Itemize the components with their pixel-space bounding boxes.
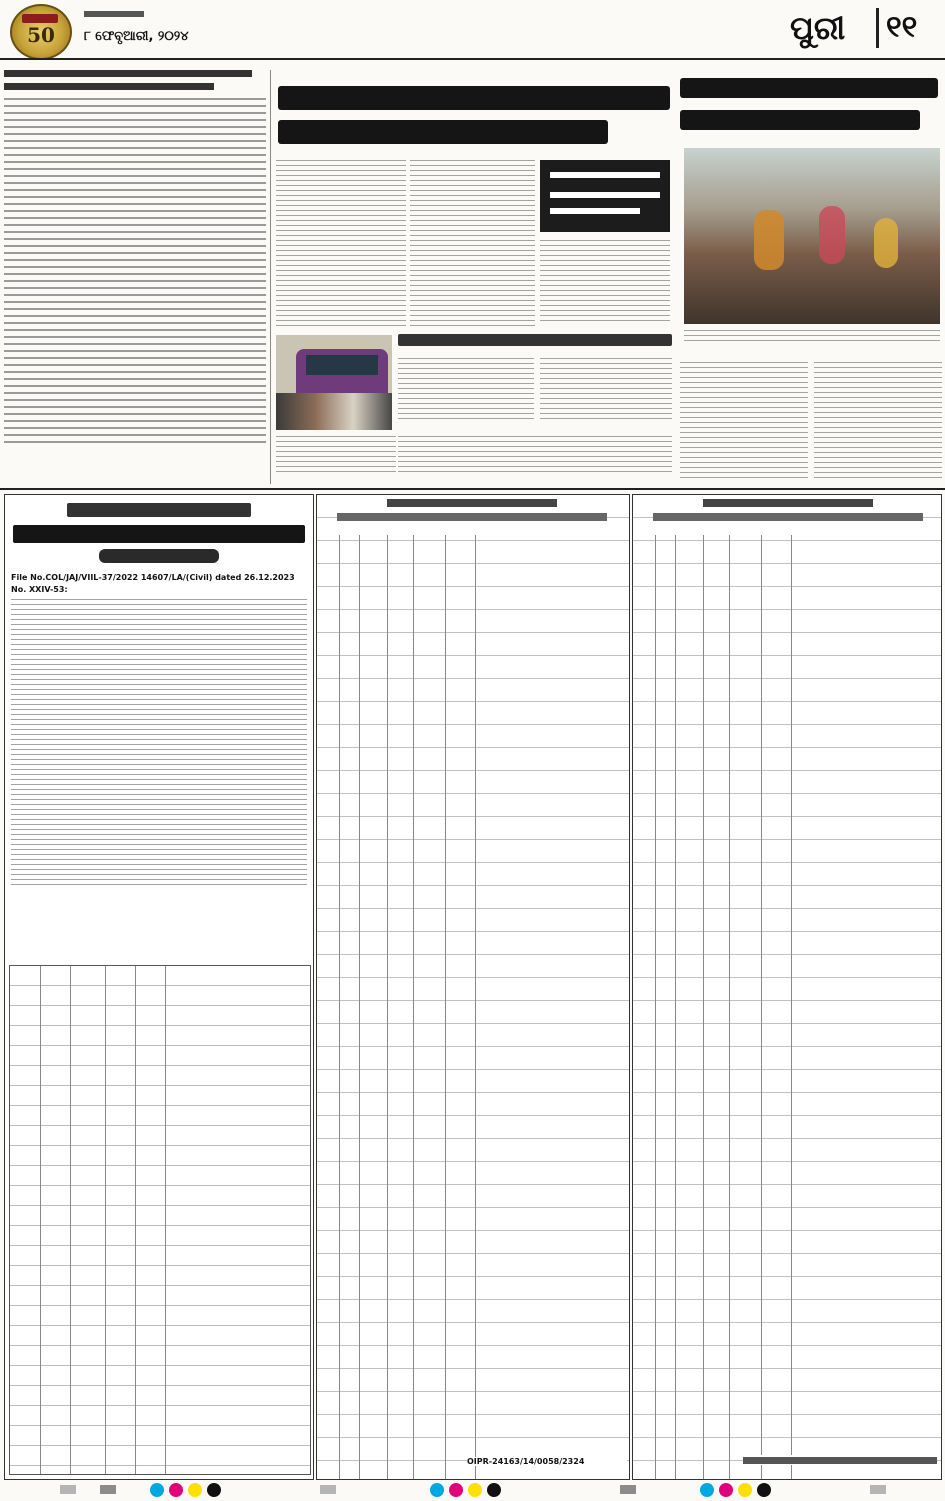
masthead-date: ୮ ଫେବୃଆରୀ, ୨୦୨୪ (84, 29, 189, 44)
notice-panel (4, 494, 314, 1480)
yellow-dot (738, 1483, 752, 1497)
left-schedule-table (9, 965, 311, 1475)
grey-bar-3 (320, 1485, 336, 1494)
garland-highlight-3 (874, 218, 898, 268)
highlight-box (540, 160, 670, 232)
middle-schedule-subheading (337, 513, 607, 521)
cyan-dot (150, 1483, 164, 1497)
rally-photo (684, 148, 940, 324)
column-divider (270, 70, 271, 484)
notice-band (99, 549, 219, 563)
registration-strip (0, 1482, 945, 1497)
bus-photo-caption (276, 436, 396, 482)
rally-photo-caption (684, 330, 940, 354)
main-story-col-1 (276, 160, 406, 330)
crowd-shape (276, 393, 392, 430)
news-notice-divider (0, 488, 945, 490)
left-story-headline (4, 70, 266, 90)
right-schedule-table (632, 494, 942, 1480)
cyan-dot (430, 1483, 444, 1497)
garland-highlight-2 (819, 206, 845, 264)
logo-number: 50 (27, 23, 55, 47)
grey-bar-5 (870, 1485, 886, 1494)
magenta-dot (719, 1483, 733, 1497)
color-dots-1 (150, 1482, 230, 1497)
program-story-col-3 (398, 436, 672, 482)
edition-name: ପୁରୀ (790, 9, 846, 47)
grey-bar-2 (100, 1485, 116, 1494)
edition-divider (876, 8, 879, 48)
notice-file-no: File No.COL/JAJ/VIIL-37/2022 14607/LA/(Civil) dated 26.12.2023 (11, 573, 295, 582)
left-story (4, 70, 266, 482)
bus-windshield (306, 355, 378, 375)
oipr-number: OIPR-24163/14/0058/2324 (467, 1457, 627, 1466)
right-story-col-1 (680, 362, 808, 482)
right-schedule-heading (703, 499, 873, 507)
right-story-col-2 (814, 362, 942, 482)
left-story-body (4, 98, 266, 482)
notice-header-2 (13, 525, 305, 543)
notice-no: No. XXIV-53: (11, 585, 68, 594)
notice-header-1 (67, 503, 251, 517)
signatory-block (743, 1455, 937, 1465)
masthead-weekday-bar (84, 11, 144, 17)
bus-flagoff-photo (276, 335, 392, 430)
black-dot (207, 1483, 221, 1497)
masthead-rule (0, 58, 945, 60)
color-dots-3 (700, 1482, 780, 1497)
yellow-dot (188, 1483, 202, 1497)
logo-top-band (22, 14, 58, 23)
cyan-dot (700, 1483, 714, 1497)
masthead (0, 0, 945, 62)
page-number: ୧୧ (886, 10, 918, 45)
grey-bar-1 (60, 1485, 76, 1494)
brand-logo (10, 4, 72, 60)
garland-highlight (754, 210, 784, 270)
program-story-headline (398, 328, 672, 352)
color-dots-2 (430, 1482, 510, 1497)
yellow-dot (468, 1483, 482, 1497)
magenta-dot (169, 1483, 183, 1497)
black-dot (487, 1483, 501, 1497)
magenta-dot (449, 1483, 463, 1497)
middle-schedule-heading (387, 499, 557, 507)
program-story-col-2 (540, 358, 672, 430)
grey-bar-4 (620, 1485, 636, 1494)
notice-body (11, 599, 307, 889)
right-story-headline (680, 72, 942, 142)
program-story-col-1 (398, 358, 534, 430)
middle-schedule-table (316, 494, 630, 1480)
right-schedule-subheading (653, 513, 923, 521)
main-headline (276, 72, 672, 152)
main-story-col-2 (410, 160, 535, 330)
black-dot (757, 1483, 771, 1497)
main-story-col-3 (540, 240, 670, 330)
